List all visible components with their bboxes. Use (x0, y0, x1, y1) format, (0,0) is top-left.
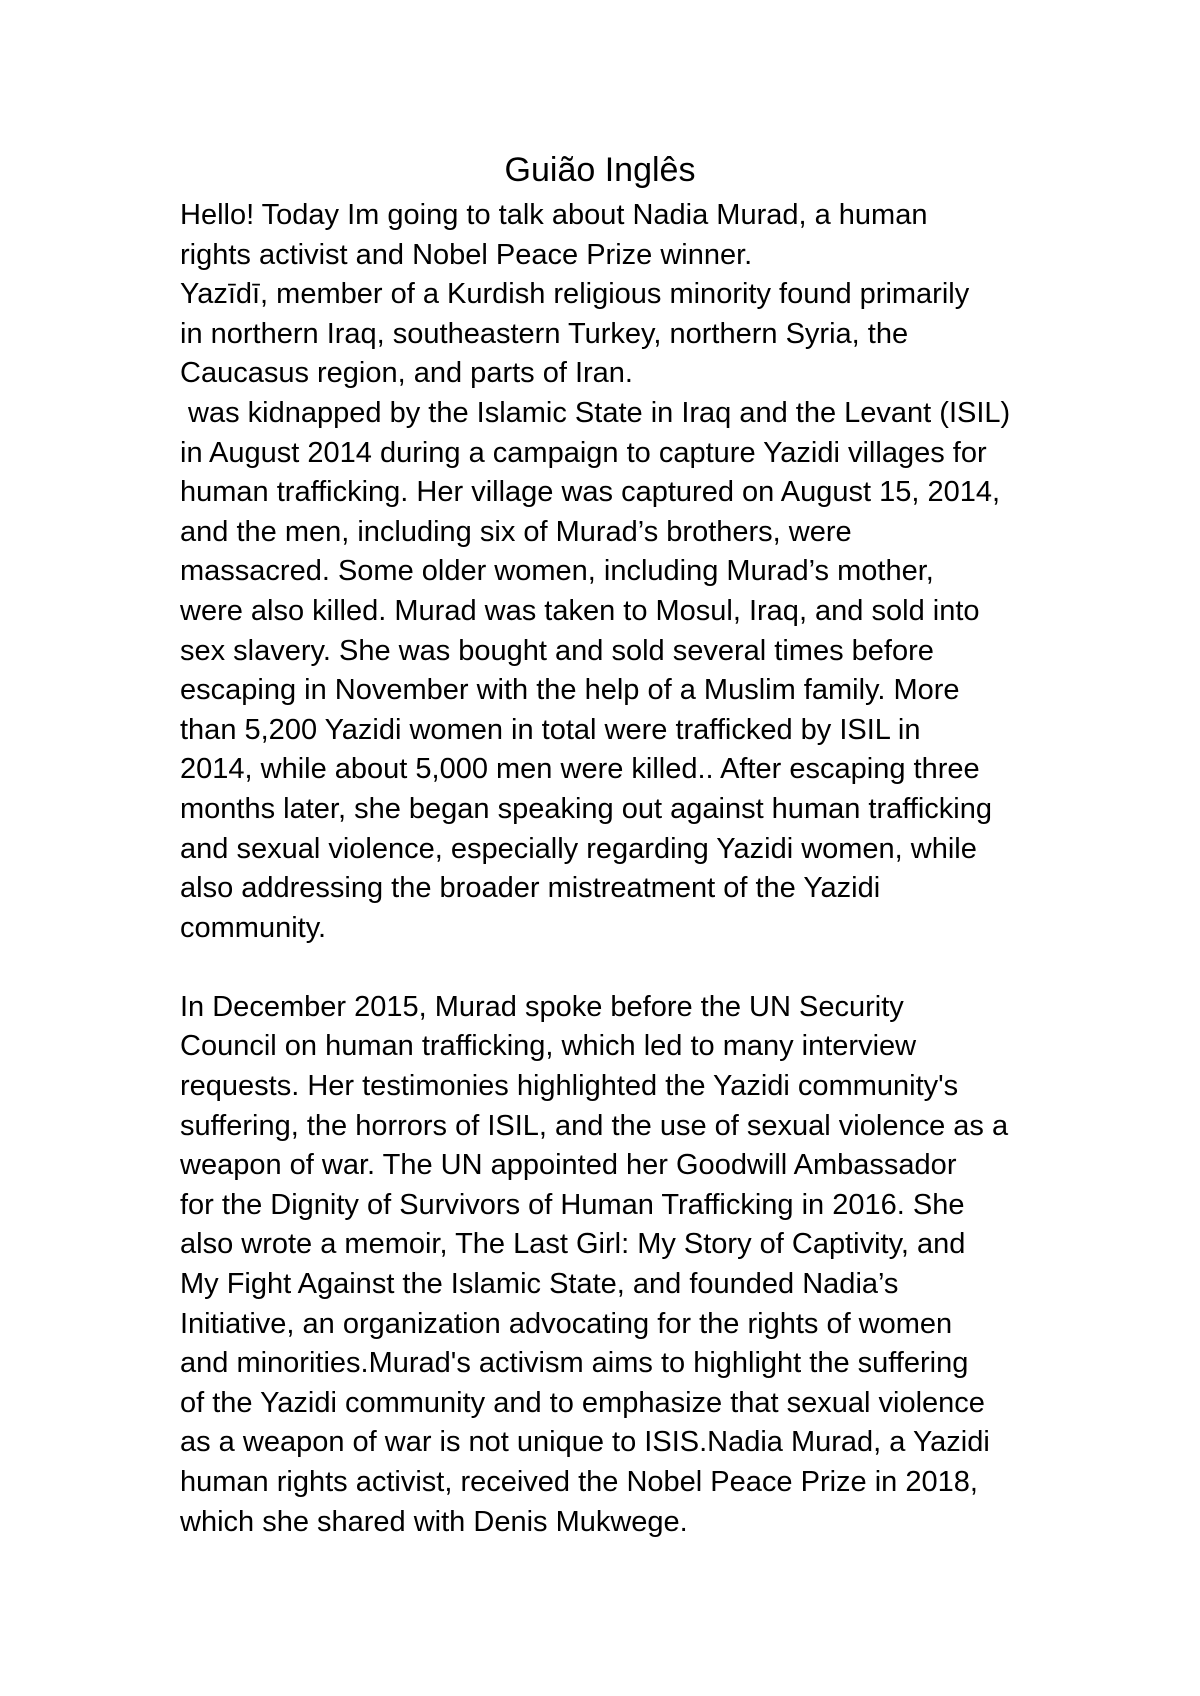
text-line: Caucasus region, and parts of Iran. (180, 357, 633, 390)
text-line: was kidnapped by the Islamic State in Iraq and the Levant (ISIL) (180, 396, 1011, 429)
text-line: for the Dignity of Survivors of Human Trafficking in 2016. She (180, 1188, 965, 1221)
text-line: and sexual violence, especially regarding Yazidi women, while (180, 832, 977, 865)
text-line: community. (180, 911, 327, 944)
document-title: Guião Inglês (504, 151, 696, 189)
text-line: In December 2015, Murad spoke before the UN Security (180, 990, 904, 1023)
text-line: human trafficking. Her village was captured on August 15, 2014, (180, 476, 1001, 509)
text-line: as a weapon of war is not unique to ISIS.Nadia Murad, a Yazidi (180, 1426, 990, 1459)
text-line: of the Yazidi community and to emphasize that sexual violence (180, 1386, 985, 1419)
text-line: requests. Her testimonies highlighted the Yazidi community's (180, 1070, 959, 1103)
text-line: Council on human trafficking, which led to many interview (180, 1030, 917, 1063)
text-line: in northern Iraq, southeastern Turkey, northern Syria, the (180, 317, 909, 350)
text-line: rights activist and Nobel Peace Prize winner. (180, 238, 753, 271)
document-body (180, 196, 1060, 1542)
paragraph-spacer (180, 948, 1060, 988)
text-line: months later, she began speaking out against human trafficking (180, 792, 992, 825)
text-line: Yazīdī, member of a Kurdish religious minority found primarily (180, 278, 970, 311)
text-line: Initiative, an organization advocating for the rights of women (180, 1307, 953, 1340)
text-line: Hello! Today Im going to talk about Nadia Murad, a human (180, 199, 928, 231)
text-line: also addressing the broader mistreatment of the Yazidi (180, 872, 881, 905)
text-line: which she shared with Denis Mukwege. (180, 1505, 688, 1538)
text-line: than 5,200 Yazidi women in total were trafficked by ISIL in (180, 713, 921, 746)
text-line: human rights activist, received the Nobel Peace Prize in 2018, (180, 1466, 978, 1498)
text-line: escaping in November with the help of a Muslim family. More (180, 674, 960, 707)
text-line: 2014, while about 5,000 men were killed.. After escaping three (180, 753, 980, 786)
paragraph-intro-biography (180, 196, 1060, 948)
text-line: and the men, including six of Murad’s brothers, were (180, 515, 852, 548)
paragraph-activism (180, 988, 1060, 1542)
text-line: also wrote a memoir, The Last Girl: My Story of Captivity, and (180, 1228, 966, 1261)
text-line: were also killed. Murad was taken to Mosul, Iraq, and sold into (180, 594, 980, 627)
text-line: in August 2014 during a campaign to capture Yazidi villages for (180, 436, 987, 469)
text-line: My Fight Against the Islamic State, and founded Nadia’s (180, 1268, 899, 1301)
text-line: suffering, the horrors of ISIL, and the use of sexual violence as a (180, 1109, 1009, 1142)
text-line: massacred. Some older women, including Murad’s mother, (180, 555, 934, 588)
text-line: and minorities.Murad's activism aims to highlight the suffering (180, 1347, 969, 1380)
text-line: sex slavery. She was bought and sold several times before (180, 634, 934, 667)
text-line: weapon of war. The UN appointed her Goodwill Ambassador (180, 1149, 957, 1182)
